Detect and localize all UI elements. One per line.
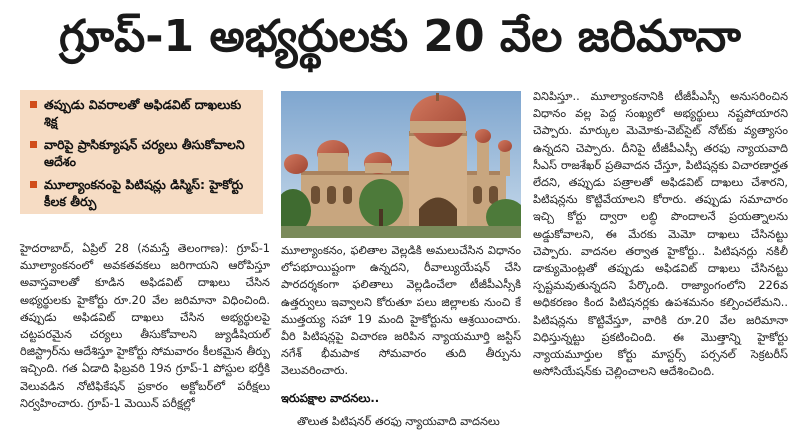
body-text: హైదరాబాద్, ఏప్రిల్ 28 (నమస్తే తెలంగాణ): గ్రూప్-1 మూల్యాంకనంలో అవకతవకలు జరిగాయని ఆరోపిస్తూ అవాస్తవాలతో కూడిన అఫిడవిట్ దాఖలు చేసిన అభ్యర్థులకు హైకోర్టు రూ.20 వేల జరిమానా విధించింది. తప్పుడు అఫిడవిట్ దాఖలు చేసిన అభ్యర్థులపై చట్టపరమైన చర్యలు తీసుకోవాలని జ్యుడీషియల్ రిజిస్ట్రార్‌ను ఆదేశిస్తూ హైకోర్టు సోమవారం కీలకమైన తీర్పు ఇచ్చింది. గత ఏడాది ఫిబ్రవరి 19న గ్రూప్-1 పోస్టుల భర్తీకి వెలువడిన నోటిఫికేషన్ ప్రకారం అక్టోబర్‌లో పరీక్షలు నిర్వహించారు. గ్రూప్-1 మెయిన్ పరీక్షల్లో <box>20 242 270 410</box>
highlight-item: తప్పుడు వివరాలతో అఫిడవిట్ దాఖలుకు శిక్ష <box>30 96 257 130</box>
section-subhead: ఇరుపక్షాల వాదనలు.. <box>281 390 380 405</box>
body-text: వినిపిస్తూ.. మూల్యాంకనానికి టీజీపీఎస్సీ అనుసరించిన విధానం వల్ల పెద్ద సంఖ్యలో అభ్యర్థులు నష్టపోయారని చెప్పారు. మార్కుల మెమోకు-వెబ్‌సైట్ నోట్‌కు వ్యత్యాసం ఉన్నదని చెప్పారు. దీనిపై టీజీపీఎస్సీ తరఫు న్యాయవాది సీఎస్ రాజశేఖర్ ప్రతివాదన చేస్తూ, పిటిషన్లకు విచారణార్హత లేదని, తప్పుడు పత్రాలతో అఫిడవిట్ దాఖలు చేశారని, పిటిషన్లను కొట్టివేయాలని కోరారు. తప్పుడు సమాచారం ఇచ్చి కోర్టు ద్వారా లబ్ధి పొందాలనే ప్రయత్నాలను అడ్డుకోవాలని, ఈ మేరకు మెమో దాఖలు చేసినట్టు చెప్పారు. వాదనల తర్వాత హైకోర్టు.. పిటిషనర్లు నకిలీ డాక్యుమెంట్లతో తప్పుడు అఫిడవిట్ దాఖలు చేసినట్టు స్పష్టమవుతున్నదని పేర్కొంది. రాజ్యాంగంలోని 226వ అధికరణం కింద పిటిషనర్లకు ఉపశమనం కల్పించలేమని.. పిటిషన్లను కొట్టివేస్తూ, వారికి రూ.20 వేల జరిమానా విధిస్తున్నట్టు ప్రకటించింది. ఈ మొత్తాన్ని హైకోర్టు న్యాయమూర్తుల కోర్టు మాస్టర్స్ పర్సనల్ సెక్రటరీస్ అసోసియేషన్‌కు చెల్లించాలని ఆదేశించింది. <box>533 90 788 379</box>
article-column-1 <box>20 240 270 412</box>
highlight-item: మూల్యాంకనంపై పిటిషన్లు డిస్మిస్: హైకోర్టు కీలక తీర్పు <box>30 176 257 210</box>
high-court-building-photo <box>281 91 521 238</box>
headline: గ్రూప్-1 అభ్యర్థులకు 20 వేల జరిమానా <box>58 11 742 62</box>
body-text: తొలుత పిటిషనర్ తరఫు న్యాయవాది వాదనలు <box>297 414 500 428</box>
body-text: మూల్యాంకనం, ఫలితాల వెల్లడికి అమలుచేసిన విధానం లోపభూయిష్టంగా ఉన్నదని, రీవాల్యుయేషన్ చేసి పారదర్శకంగా ఫలితాలు వెల్లడించేలా టీజీపీఎస్సీకి ఉత్తర్వులు ఇవ్వాలని కోరుతూ పలు జిల్లాలకు నుంచి కే ముత్తయ్య సహా 19 మంది హైకోర్టును ఆశ్రయించారు. వీరి పిటిషన్లపై విచారణ జరిపిన న్యాయమూర్తి జస్టిస్ నగేశ్ భీమపాక సోమవారం తుది తీర్పును వెలువరించారు. <box>281 244 521 378</box>
highlight-item: వారిపై ప్రాసిక్యూషన్ చర్యలు తీసుకోవాలని ఆదేశం <box>30 136 257 170</box>
article-column-2 <box>281 242 521 430</box>
highlights-box <box>20 90 263 214</box>
article-column-3 <box>533 88 788 380</box>
